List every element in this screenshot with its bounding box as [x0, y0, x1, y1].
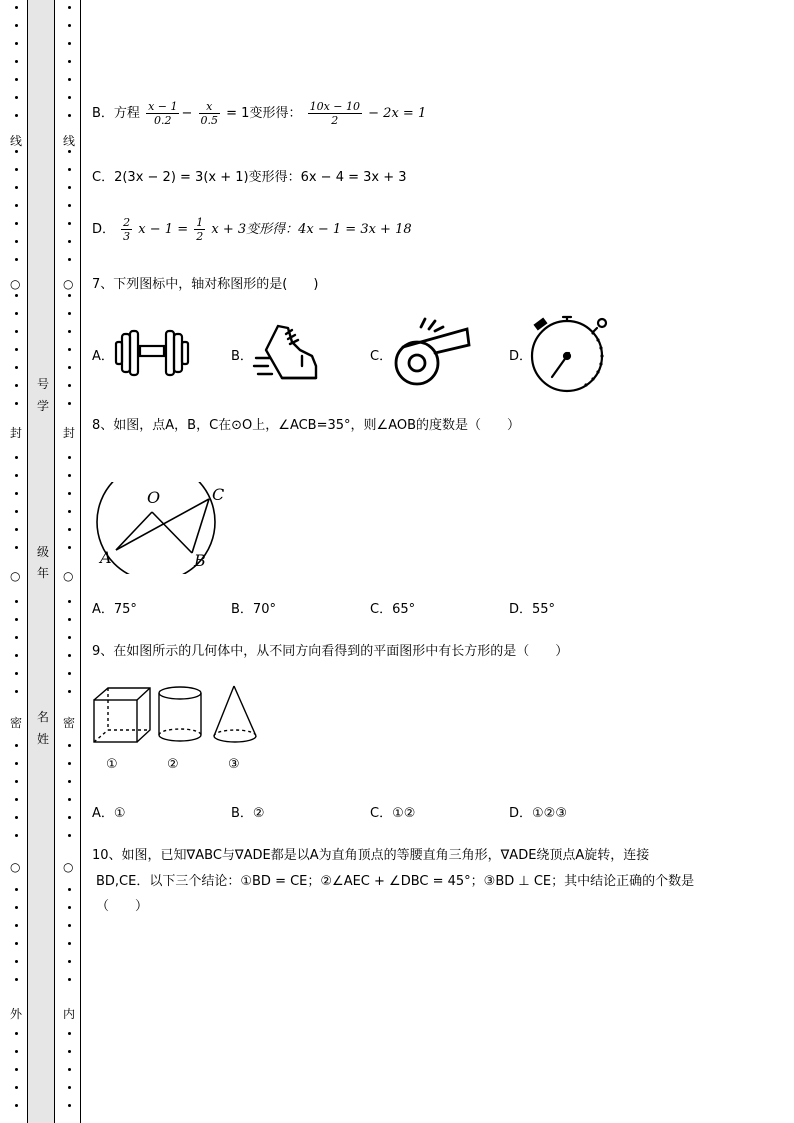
margin-dot — [15, 402, 18, 405]
q6-option-b: B．方程 $\frac{x - 1}{0.2}$ − $\frac{x}{0.5}$ = 1变形得： $\frac{10x - 10}{2}$ − 2x = 1 — [92, 100, 427, 127]
q9-option-b: B．② — [231, 806, 265, 821]
margin-circle-outer-1: ○ — [10, 277, 21, 291]
margin-dot — [15, 186, 18, 189]
margin-dot — [68, 204, 71, 207]
margin-dot — [15, 492, 18, 495]
margin-dot — [68, 258, 71, 261]
field-char-nian: 年 — [37, 566, 50, 580]
margin-dot — [68, 6, 71, 9]
q8-option-c: C．65° — [370, 602, 416, 617]
margin-dot — [15, 924, 18, 927]
margin-dot — [68, 1050, 71, 1053]
q9-stem: 9、在如图所示的几何体中，从不同方向看得到的平面图形中有长方形的是（ ） — [92, 644, 569, 659]
margin-circle-outer-3: ○ — [10, 860, 21, 874]
margin-dot — [15, 600, 18, 603]
q8-option-a: A．75° — [92, 602, 137, 617]
q6-d-frac2-num: 1 — [196, 216, 204, 229]
margin-circle-outer-2: ○ — [10, 569, 21, 583]
margin-dot — [68, 1068, 71, 1071]
field-char-xue: 学 — [37, 399, 50, 413]
q6-b-frac1-num: x − 1 — [148, 100, 178, 113]
q7-option-a-label: A． — [92, 349, 114, 364]
margin-dot — [15, 510, 18, 513]
margin-dot — [68, 312, 71, 315]
margin-char-xian-inner: 线 — [63, 134, 76, 148]
margin-dot — [15, 78, 18, 81]
name-strip — [27, 0, 55, 1123]
q7-stem: 7、下列图标中，轴对称图形的是( ) — [92, 277, 319, 292]
figure-label-3: ③ — [228, 757, 240, 772]
margin-dot — [68, 1104, 71, 1107]
margin-dot — [15, 690, 18, 693]
cube-figure — [94, 688, 150, 742]
point-label-b: B — [194, 551, 206, 570]
margin-dot — [15, 42, 18, 45]
running-shoe-icon — [252, 320, 320, 382]
margin-dot — [15, 204, 18, 207]
margin-dot — [68, 924, 71, 927]
margin-dot — [15, 24, 18, 27]
margin-dot — [15, 960, 18, 963]
margin-dot — [15, 636, 18, 639]
margin-dot — [68, 330, 71, 333]
margin-dot — [68, 798, 71, 801]
margin-char-nei: 内 — [63, 1007, 76, 1021]
q6-b-fraction-2 — [199, 100, 221, 127]
margin-dot — [15, 546, 18, 549]
segment-ob — [152, 512, 192, 553]
q7-option-b-label: B． — [231, 349, 253, 364]
margin-circle-inner-2: ○ — [63, 569, 74, 583]
q9-option-a: A．① — [92, 806, 126, 821]
margin-dot — [68, 150, 71, 153]
margin-dot — [15, 330, 18, 333]
margin-dot — [68, 60, 71, 63]
q6-d-mid: x − 1 = — [138, 222, 189, 237]
margin-dot — [68, 384, 71, 387]
q6-b-fraction-1 — [146, 100, 179, 127]
margin-dot — [15, 240, 18, 243]
margin-dot — [68, 240, 71, 243]
margin-char-mi-outer: 密 — [10, 716, 23, 730]
margin-dot — [68, 654, 71, 657]
margin-char-wai: 外 — [10, 1007, 23, 1021]
figure-label-2: ② — [167, 757, 179, 772]
point-label-o: O — [147, 488, 161, 507]
margin-dot — [15, 528, 18, 531]
margin-dot — [15, 1086, 18, 1089]
q10-line-2: BD,CE．以下三个结论：①BD = CE；②∠AEC + ∠DBC = 45°；③BD ⊥ CE；其中结论正确的个数是 — [96, 874, 695, 889]
q6-b-frac1-den: 0.2 — [154, 114, 172, 127]
stopwatch-icon — [527, 313, 613, 393]
margin-dot — [68, 942, 71, 945]
cylinder-figure — [159, 687, 201, 741]
margin-dot — [68, 168, 71, 171]
q6-option-d — [92, 216, 412, 243]
margin-dot — [68, 222, 71, 225]
margin-dot — [68, 744, 71, 747]
margin-dot — [15, 222, 18, 225]
margin-dot — [68, 492, 71, 495]
margin-dot — [15, 384, 18, 387]
margin-dot — [68, 402, 71, 405]
margin-dot — [68, 42, 71, 45]
margin-dot — [68, 474, 71, 477]
margin-dot — [15, 6, 18, 9]
margin-dot — [68, 24, 71, 27]
margin-dot — [68, 816, 71, 819]
margin-dot — [68, 888, 71, 891]
q6-d-fraction-2 — [194, 216, 205, 243]
margin-dot — [68, 1032, 71, 1035]
q6-d-frac2-den: 2 — [196, 230, 204, 243]
field-char-xing: 姓 — [37, 732, 50, 746]
margin-dot — [15, 474, 18, 477]
solids-diagram — [92, 684, 262, 748]
margin-dot — [15, 798, 18, 801]
q8-option-b: B．70° — [231, 602, 276, 617]
margin-char-feng-inner: 封 — [63, 426, 76, 440]
margin-dot — [15, 60, 18, 63]
q8-stem: 8、如图，点A，B，C在⊙O上，∠ACB=35°，则∠AOB的度数是（ ） — [92, 418, 521, 433]
whistle-icon — [391, 317, 473, 389]
margin-dot — [15, 780, 18, 783]
q10-line-3: （ ） — [96, 899, 149, 914]
margin-dot — [15, 744, 18, 747]
margin-dot — [68, 78, 71, 81]
margin-dot — [68, 366, 71, 369]
margin-dot — [68, 294, 71, 297]
q6-b-fraction-3 — [308, 100, 362, 127]
margin-dot — [68, 906, 71, 909]
margin-dot — [15, 348, 18, 351]
q6-d-end: x + 3变形得：4x − 1 = 3x + 18 — [211, 222, 412, 237]
margin-char-mi-inner: 密 — [63, 716, 76, 730]
margin-dot — [68, 672, 71, 675]
margin-dot — [15, 978, 18, 981]
q6-b-frac2-num: x — [199, 100, 221, 114]
point-label-a: A — [100, 548, 112, 567]
margin-dot — [15, 96, 18, 99]
q10-line-1: 10、如图，已知∇ABC与∇ADE都是以A为直角顶点的等腰直角三角形，∇ADE绕顶点A旋转，连接 — [92, 848, 650, 863]
q9-option-d: D．①②③ — [509, 806, 567, 821]
dumbbell-icon — [113, 327, 191, 377]
margin-dot — [15, 654, 18, 657]
margin-dot — [15, 114, 18, 117]
figure-label-1: ① — [106, 757, 118, 772]
margin-dot — [68, 978, 71, 981]
q9-option-c: C．①② — [370, 806, 416, 821]
q6-d-fraction-1 — [121, 216, 132, 243]
margin-dot — [15, 618, 18, 621]
margin-dot — [68, 510, 71, 513]
field-char-ji: 级 — [37, 545, 50, 559]
margin-dot — [15, 294, 18, 297]
q7-option-c-label: C． — [370, 349, 393, 364]
margin-dot — [68, 96, 71, 99]
margin-char-feng-outer: 封 — [10, 426, 23, 440]
cone-figure — [214, 686, 256, 742]
margin-char-xian-outer: 线 — [10, 134, 23, 148]
margin-dot — [68, 1086, 71, 1089]
margin-circle-inner-3: ○ — [63, 860, 74, 874]
q8-option-d: D．55° — [509, 602, 556, 617]
margin-circle-inner-1: ○ — [63, 277, 74, 291]
margin-dot — [68, 834, 71, 837]
q6-d-frac1-num: 2 — [123, 216, 131, 229]
field-char-hao: 号 — [37, 377, 50, 391]
q6-b-frac2-den: 0.5 — [200, 114, 219, 127]
q6-b-frac3-den: 2 — [331, 114, 339, 127]
margin-dot — [15, 888, 18, 891]
margin-dot — [68, 114, 71, 117]
q6-b-end: − 2x = 1 — [368, 106, 427, 121]
margin-dot — [15, 834, 18, 837]
margin-dot — [15, 312, 18, 315]
margin-dot — [68, 456, 71, 459]
margin-dot — [68, 186, 71, 189]
q6-d-label: D． — [92, 222, 116, 237]
margin-dot — [68, 690, 71, 693]
margin-dot — [15, 150, 18, 153]
margin-dot — [15, 906, 18, 909]
margin-dot — [15, 366, 18, 369]
margin-dot — [68, 528, 71, 531]
margin-dot — [15, 1032, 18, 1035]
point-label-c: C — [212, 485, 225, 504]
margin-dot — [15, 762, 18, 765]
field-char-ming: 名 — [37, 710, 50, 724]
segment-ao — [116, 512, 152, 550]
margin-dot — [68, 636, 71, 639]
margin-dot — [15, 1050, 18, 1053]
inner-rule — [80, 0, 81, 1123]
margin-dot — [68, 546, 71, 549]
margin-dot — [68, 348, 71, 351]
margin-dot — [15, 258, 18, 261]
margin-dot — [15, 816, 18, 819]
margin-dot — [68, 618, 71, 621]
q6-b-label: B．方程 — [92, 106, 140, 121]
q7-option-d-label: D． — [509, 349, 533, 364]
q6-b-frac3-num: 10x − 10 — [309, 100, 361, 113]
margin-dot — [68, 960, 71, 963]
margin-dot — [15, 168, 18, 171]
margin-dot — [68, 780, 71, 783]
q6-option-c: C．2(3x − 2) = 3(x + 1)变形得：6x − 4 = 3x + 3 — [92, 170, 407, 185]
margin-dot — [15, 1068, 18, 1071]
margin-dot — [15, 942, 18, 945]
margin-dot — [15, 456, 18, 459]
margin-dot — [68, 600, 71, 603]
q6-b-mid: = 1变形得： — [226, 106, 302, 121]
margin-dot — [15, 672, 18, 675]
margin-dot — [68, 762, 71, 765]
q6-d-frac1-den: 3 — [123, 230, 131, 243]
margin-dot — [15, 1104, 18, 1107]
